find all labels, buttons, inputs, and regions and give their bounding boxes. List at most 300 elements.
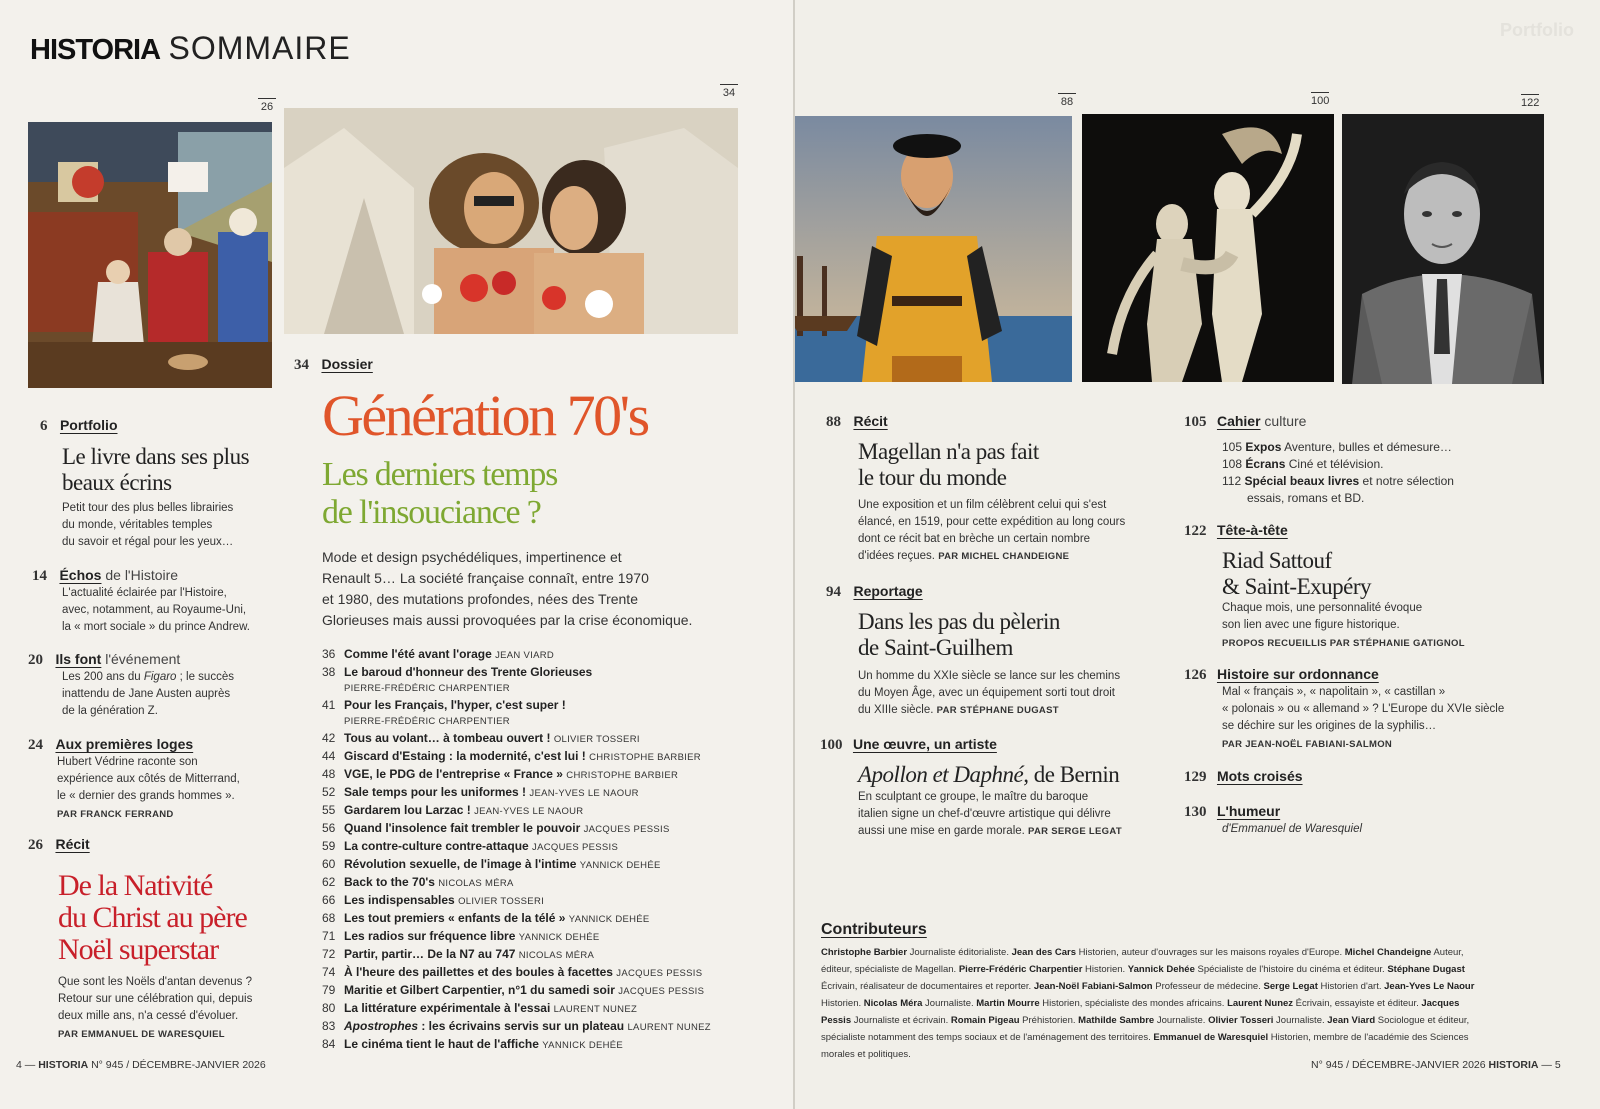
echos-body-line: avec, notamment, au Royaume-Uni, — [62, 604, 247, 616]
recit26-body-line: Que sont les Noëls d'antan devenus ? — [58, 976, 252, 988]
dossier-article-page: 48 — [322, 767, 336, 781]
dossier-article-page: 60 — [322, 857, 336, 871]
contributor-description: Historien d'art. — [1317, 981, 1385, 992]
dossier-article-author: NICOLAS MÉRA — [518, 950, 595, 961]
contributor-description: Historien, auteur d'ouvrages sur les maisons royales d'Europe. — [1076, 947, 1345, 958]
reportage-body-line: du XIIIe siècle. — [858, 704, 934, 716]
seventies-couple-photo[interactable] — [284, 108, 738, 334]
tete-byline: PROPOS RECUEILLIS PAR STÉPHANIE GATIGNOL — [1222, 638, 1465, 649]
footer-left — [16, 1059, 266, 1071]
dossier-subtitle-line: Les derniers temps — [322, 456, 558, 493]
dossier-article-page: 38 — [322, 665, 336, 679]
dossier-article-author: CHRISTOPHE BARBIER — [589, 752, 701, 763]
ilsfont-body-line: inattendu de Jane Austen auprès — [62, 688, 231, 700]
contributor-description: Sociologue et éditeur, — [1375, 1015, 1470, 1026]
dossier-article[interactable] — [322, 748, 762, 766]
ilsfont-body-post: ; le succès — [176, 671, 234, 683]
contributor-name: Laurent Nunez — [1227, 998, 1294, 1009]
tete-title-line: & Saint-Exupéry — [1222, 574, 1371, 599]
contributor-description: Journaliste éditorialiste. — [907, 947, 1012, 958]
reportage-heading[interactable] — [826, 583, 923, 601]
contributeurs-line — [821, 995, 1556, 1012]
portfolio-body-line: Petit tour des plus belles librairies — [62, 502, 234, 514]
magellan-portrait-art — [795, 116, 1072, 382]
cahier-item-number: 108 — [1222, 457, 1243, 471]
dossier-article-page: 42 — [322, 731, 336, 745]
tete-body — [1222, 600, 1465, 652]
echos-page-number: 14 — [32, 568, 47, 584]
dossier-intro — [322, 547, 692, 631]
contributeurs-text — [821, 944, 1556, 1063]
oeuvre-body-line: italien signe un chef-d'œuvre artistique qui délivre — [858, 808, 1111, 820]
cahier-label: Cahier — [1216, 413, 1261, 429]
dossier-article[interactable] — [322, 928, 762, 946]
recit88-byline: PAR MICHEL CHANDEIGNE — [938, 551, 1070, 562]
page-header — [30, 30, 351, 67]
recit26-label: Récit — [55, 836, 90, 852]
contributor-name: Jean Viard — [1327, 1015, 1376, 1026]
recit88-heading[interactable] — [826, 413, 888, 431]
dossier-intro-line: Glorieuses mais aussi provoquées par la crise économique. — [322, 612, 693, 628]
portfolio-title — [62, 444, 249, 496]
portfolio-page-number: 6 — [40, 418, 48, 434]
echos-label: Échos — [59, 567, 102, 583]
recit26-title-line: Noël superstar — [58, 933, 219, 966]
dossier-title: Génération 70's — [322, 383, 648, 448]
page-marker-88: 88 — [1058, 93, 1076, 108]
footer-issue: N° 945 / DÉCEMBRE-JANVIER 2026 — [1311, 1059, 1486, 1071]
cahier-item[interactable] — [1222, 439, 1454, 456]
dossier-article-page: 83 — [322, 1019, 336, 1033]
portfolio-body — [62, 500, 233, 551]
dossier-article-title: Maritie et Gilbert Carpentier, n°1 du samedi soir — [344, 983, 615, 997]
dossier-article-page: 44 — [322, 749, 336, 763]
tete-body-line: son lien avec une figure historique. — [1222, 619, 1400, 631]
footer-right — [1311, 1059, 1561, 1071]
right-page — [795, 0, 1600, 1109]
reportage-title — [858, 609, 1060, 661]
contributor-description: Historien. — [1082, 964, 1128, 975]
ordonnance-byline: PAR JEAN-NOËL FABIANI-SALMON — [1222, 739, 1393, 750]
contributor-name: Olivier Tosseri — [1208, 1015, 1274, 1026]
dossier-article[interactable] — [322, 982, 762, 1000]
corner-watermark: Portfolio — [1500, 20, 1574, 40]
echos-heading[interactable] — [32, 567, 178, 585]
dossier-article-title: Partir, partir… De la N7 au 747 — [344, 947, 516, 961]
dossier-article-author: JACQUES PESSIS — [618, 986, 705, 997]
dossier-article-title: Comme l'été avant l'orage — [344, 647, 492, 661]
ordonnance-heading[interactable] — [1184, 666, 1379, 684]
dossier-article-title: Quand l'insolence fait trembler le pouvoir — [344, 821, 581, 835]
tete-title-line: Riad Sattouf — [1222, 548, 1332, 573]
dossier-article[interactable] — [322, 766, 762, 784]
mots-heading[interactable] — [1184, 768, 1303, 786]
dossier-article-page: 84 — [322, 1037, 336, 1051]
dossier-article-page: 52 — [322, 785, 336, 799]
oeuvre-heading[interactable] — [820, 736, 997, 754]
dossier-article[interactable] — [322, 838, 762, 856]
tete-label: Tête-à-tête — [1216, 522, 1288, 538]
echos-body-line: la « mort sociale » du prince Andrew. — [62, 621, 250, 633]
loges-body-line: le « dernier des grands hommes ». — [57, 790, 235, 802]
contributeurs-line — [821, 961, 1556, 978]
nativity-painting[interactable] — [28, 122, 272, 388]
dossier-article-page: 56 — [322, 821, 336, 835]
left-page — [0, 0, 793, 1109]
dossier-article-page: 68 — [322, 911, 336, 925]
contributeurs-line — [821, 978, 1556, 995]
recit26-title-line: De la Nativité — [58, 869, 213, 902]
echos-body — [62, 585, 250, 636]
dossier-article-title: Le baroud d'honneur des Trente Glorieuses — [344, 665, 593, 679]
loges-page-number: 24 — [28, 737, 43, 753]
echos-body-line: L'actualité éclairée par l'Histoire, — [62, 587, 227, 599]
dossier-article[interactable] — [322, 664, 762, 681]
ordonnance-body — [1222, 684, 1504, 753]
seventies-couple-art — [284, 108, 738, 334]
loges-body — [57, 754, 240, 823]
reportage-page-number: 94 — [826, 584, 841, 600]
dossier-article-title: VGE, le PDG de l'entreprise « France » — [344, 767, 563, 781]
dossier-intro-line: Mode et design psychédéliques, impertinence et — [322, 549, 622, 565]
contributor-description: Auteur, — [1431, 947, 1464, 958]
apollo-daphne-art — [1082, 114, 1334, 382]
page-marker-100: 100 — [1311, 92, 1329, 107]
cahier-item-title: Expos — [1245, 440, 1282, 454]
recit88-page-number: 88 — [826, 414, 841, 430]
recit88-title-line: Magellan n'a pas fait — [858, 439, 1039, 464]
dossier-subtitle-line: de l'insouciance ? — [322, 494, 541, 531]
dossier-article-page: 72 — [322, 947, 336, 961]
contributor-name: Jacques — [1421, 998, 1460, 1009]
dossier-article-title: À l'heure des paillettes et des boules à facettes — [344, 965, 613, 979]
dossier-article[interactable] — [322, 892, 762, 910]
dossier-article-title-italic: Apostrophes — [344, 1019, 419, 1033]
dossier-article-author: JEAN VIARD — [495, 650, 555, 661]
dossier-article-title: La contre-culture contre-attaque — [344, 839, 529, 853]
cahier-item-text: Aventure, bulles et démesure… — [1281, 440, 1452, 454]
cahier-item-number: 105 — [1222, 440, 1243, 454]
recit26-page-number: 26 — [28, 837, 43, 853]
dossier-article-author: YANNICK DEHÉE — [579, 860, 661, 871]
dossier-article-author: JEAN-YVES LE NAOUR — [529, 788, 639, 799]
dossier-article-title: Back to the 70's — [344, 875, 435, 889]
dossier-article-title: Révolution sexuelle, de l'image à l'intime — [344, 857, 577, 871]
portfolio-label: Portfolio — [59, 417, 118, 433]
recit88-title-line: le tour du monde — [858, 465, 1007, 490]
dossier-subtitle — [322, 456, 557, 532]
cahier-list — [1222, 439, 1454, 507]
dossier-article-author: PIERRE-FRÉDÉRIC CHARPENTIER — [344, 683, 510, 694]
contributor-name: Serge Legat — [1263, 981, 1318, 992]
contributor-name: Emmanuel de Waresquiel — [1153, 1032, 1269, 1043]
dossier-article[interactable] — [322, 1036, 762, 1054]
magellan-portrait[interactable] — [795, 116, 1072, 382]
dossier-article-author: YANNICK DEHÉE — [542, 1040, 624, 1051]
oeuvre-label: Une œuvre, un artiste — [852, 736, 997, 752]
recit88-body-line: dont ce récit bat en brèche un certain nombre — [858, 533, 1091, 545]
ordonnance-body-line: Mal « français », « napolitain », « castillan » — [1222, 686, 1446, 698]
dossier-heading[interactable] — [294, 356, 373, 374]
loges-label: Aux premières loges — [55, 736, 194, 752]
page-marker-122: 122 — [1521, 94, 1539, 109]
nativity-painting-art — [28, 122, 272, 388]
ordonnance-page-number: 126 — [1184, 667, 1207, 683]
dossier-intro-line: et 1980, des mutations profondes, nées des Trente — [322, 591, 638, 607]
ordonnance-label: Histoire sur ordonnance — [1216, 666, 1379, 682]
reportage-label: Reportage — [853, 583, 923, 599]
ilsfont-body-italic: Figaro — [143, 671, 177, 683]
ordonnance-body-line: « polonais » ou « allemand » ? L'Europe du XVIe siècle — [1222, 703, 1505, 715]
recit26-body-line: deux mille ans, n'a cessé d'évoluer. — [58, 1010, 239, 1022]
cahier-item[interactable] — [1222, 473, 1454, 490]
dossier-intro-line: Renault 5… La société française connaît, entre 1970 — [322, 570, 649, 586]
dossier-article-author: YANNICK DEHÉE — [518, 932, 600, 943]
dossier-article-title: Giscard d'Estaing : la modernité, c'est lui ! — [344, 749, 586, 763]
dossier-article-title: Tous au volant… à tombeau ouvert ! — [344, 731, 551, 745]
portfolio-body-line: du savoir et régal pour les yeux… — [62, 536, 234, 548]
mots-label: Mots croisés — [1216, 768, 1303, 784]
reportage-body — [858, 668, 1120, 719]
contributor-name: Michel Chandeigne — [1344, 947, 1432, 958]
reportage-body-line: du Moyen Âge, avec un équipement sorti tout droit — [858, 687, 1115, 699]
oeuvre-title — [858, 762, 1119, 788]
dossier-article-page: 80 — [322, 1001, 336, 1015]
dossier-article[interactable] — [322, 1018, 762, 1036]
dossier-article[interactable] — [322, 1000, 762, 1018]
dossier-article[interactable] — [322, 820, 762, 838]
brand-logo: HISTORIA — [30, 34, 161, 66]
ilsfont-page-number: 20 — [28, 652, 43, 668]
oeuvre-title-italic: Apollon et Daphné, — [858, 762, 1029, 787]
cahier-page-number: 105 — [1184, 414, 1207, 430]
cahier-heading[interactable] — [1184, 413, 1306, 431]
footer-issue: N° 945 / DÉCEMBRE-JANVIER 2026 — [91, 1059, 266, 1071]
recit26-heading[interactable] — [28, 836, 90, 854]
ilsfont-body — [62, 669, 234, 720]
recit88-body-line: élancé, en 1519, pour cette expédition au long cours — [858, 516, 1126, 528]
portfolio-title-line: Le livre dans ses plus — [62, 444, 250, 469]
dossier-article-title: La littérature expérimentale à l'essai — [344, 1001, 551, 1015]
oeuvre-page-number: 100 — [820, 737, 843, 753]
dossier-article[interactable] — [322, 802, 762, 820]
tete-title — [1222, 548, 1371, 600]
contributor-name: Martin Mourre — [976, 998, 1040, 1009]
dossier-article-page: 41 — [322, 698, 336, 712]
contributor-name: Nicolas Méra — [863, 998, 923, 1009]
dossier-article-author: CHRISTOPHE BARBIER — [566, 770, 679, 781]
ilsfont-heading[interactable] — [28, 651, 180, 669]
dossier-article[interactable] — [322, 874, 762, 892]
ilsfont-label-rest: l'événement — [101, 651, 181, 667]
contributor-name: Jean des Cars — [1011, 947, 1077, 958]
dossier-article[interactable] — [322, 946, 762, 964]
oeuvre-title-rest: de Bernin — [1028, 762, 1120, 787]
dossier-article-page: 66 — [322, 893, 336, 907]
portfolio-body-line: du monde, véritables temples — [62, 519, 213, 531]
contributor-name: Christophe Barbier — [821, 947, 908, 958]
dossier-article-title: Les radios sur fréquence libre — [344, 929, 516, 943]
dossier-article-title: Pour les Français, l'hyper, c'est super ! — [344, 698, 566, 712]
cahier-item-title: Écrans — [1245, 457, 1286, 471]
ilsfont-label: Ils font — [55, 651, 102, 667]
contributor-description: Historien. — [821, 998, 864, 1009]
dossier-article[interactable] — [322, 697, 762, 714]
dossier-article-author: LAURENT NUNEZ — [553, 1004, 638, 1015]
dossier-label: Dossier — [321, 356, 373, 372]
dossier-article[interactable] — [322, 964, 762, 982]
contributor-name: Mathilde Sambre — [1078, 1015, 1155, 1026]
recit26-title-line: du Christ au père — [58, 901, 247, 934]
dossier-article-page: 74 — [322, 965, 336, 979]
cahier-item-title: Spécial beaux livres — [1244, 474, 1360, 488]
contributor-description: éditeur, spécialiste de Magellan. — [821, 964, 959, 975]
contributeurs-line — [821, 1029, 1556, 1046]
dossier-article-author: JEAN-YVES LE NAOUR — [474, 806, 584, 817]
oeuvre-body-line: En sculptant ce groupe, le maître du baroque — [858, 791, 1089, 803]
mots-page-number: 129 — [1184, 769, 1207, 785]
cahier-item-text: Ciné et télévision. — [1285, 457, 1384, 471]
page-marker-34: 34 — [720, 84, 738, 99]
dossier-article-author: OLIVIER TOSSERI — [458, 896, 545, 907]
recit88-title — [858, 439, 1039, 491]
ilsfont-body-line: de la génération Z. — [62, 705, 158, 717]
dossier-article-author: OLIVIER TOSSERI — [553, 734, 640, 745]
dossier-article[interactable] — [322, 910, 762, 928]
dossier-article-list — [322, 646, 762, 1054]
recit88-body-line: Une exposition et un film célèbrent celui qui s'est — [858, 499, 1107, 511]
contributor-description: Journaliste et écrivain. — [851, 1015, 951, 1026]
saint-exupery-art — [1342, 114, 1544, 384]
recit26-title — [58, 870, 247, 966]
dossier-article[interactable] — [322, 730, 762, 748]
dossier-article-page: 79 — [322, 983, 336, 997]
portfolio-title-line: beaux écrins — [62, 470, 172, 495]
tete-page-number: 122 — [1184, 523, 1207, 539]
contributor-name: Romain Pigeau — [950, 1015, 1020, 1026]
contributor-description: morales et politiques. — [821, 1049, 911, 1060]
contributor-description: Préhistorien. — [1019, 1015, 1079, 1026]
dossier-article-author: JACQUES PESSIS — [583, 824, 670, 835]
dossier-article-page: 36 — [322, 647, 336, 661]
oeuvre-body — [858, 789, 1122, 840]
contributor-name: Jean-Yves Le Naour — [1384, 981, 1475, 992]
tete-heading[interactable] — [1184, 522, 1288, 540]
recit88-body-last — [858, 548, 1125, 565]
dossier-article-author: JACQUES PESSIS — [532, 842, 619, 853]
dossier-article-author: YANNICK DEHÉE — [568, 914, 650, 925]
cahier-item[interactable] — [1222, 456, 1454, 473]
footer-page-number: — 5 — [1541, 1059, 1561, 1071]
dossier-article-author: NICOLAS MÉRA — [438, 878, 514, 889]
contributor-description: Historien, spécialiste des mondes africains. — [1039, 998, 1228, 1009]
dossier-article-title: Sale temps pour les uniformes ! — [344, 785, 527, 799]
contributor-description: Écrivain, essayiste et éditeur. — [1293, 998, 1422, 1009]
humeur-page-number: 130 — [1184, 804, 1207, 820]
recit88-label: Récit — [853, 413, 888, 429]
dossier-article-title: Le cinéma tient le haut de l'affiche — [344, 1037, 539, 1051]
contributor-description: Historien, membre de l'académie des Sciences — [1268, 1032, 1469, 1043]
dossier-article-title: Gardarem lou Larzac ! — [344, 803, 471, 817]
dossier-article-author: JACQUES PESSIS — [616, 968, 703, 979]
dossier-article-author: LAURENT NUNEZ — [627, 1022, 711, 1033]
reportage-byline: PAR STÉPHANE DUGAST — [936, 705, 1059, 716]
contributor-name: Pierre-Frédéric Charpentier — [958, 964, 1083, 975]
cahier-label-rest: culture — [1260, 413, 1307, 429]
dossier-page-number: 34 — [294, 357, 309, 373]
apollo-daphne-sculpture[interactable] — [1082, 114, 1334, 382]
cahier-item-continuation: essais, romans et BD. — [1247, 491, 1365, 505]
contributor-description: spécialiste notamment des temps sociaux et de l'aménagement des territoires. — [821, 1032, 1154, 1043]
contributeurs-title: Contributeurs — [821, 921, 927, 938]
ordonnance-body-line: se déchire sur les origines de la syphilis… — [1222, 720, 1437, 732]
dossier-article[interactable] — [322, 784, 762, 802]
contributor-description: Journaliste. — [1154, 1015, 1209, 1026]
oeuvre-body-last — [858, 823, 1122, 840]
dossier-article-page: 62 — [322, 875, 336, 889]
contributor-name: Yannick Dehée — [1127, 964, 1195, 975]
recit88-body-line: d'idées reçues. — [858, 550, 935, 562]
page-marker-26: 26 — [258, 98, 276, 113]
dossier-article-title: Les indispensables — [344, 893, 455, 907]
cahier-item-number: 112 — [1222, 474, 1242, 488]
reportage-body-last — [858, 702, 1120, 719]
footer-page-number: 4 — — [16, 1059, 36, 1071]
contributeurs-line — [821, 944, 1556, 961]
page-title: SOMMAIRE — [168, 30, 351, 66]
dossier-article-title: Les tout premiers « enfants de la télé » — [344, 911, 566, 925]
dossier-article-author: PIERRE-FRÉDÉRIC CHARPENTIER — [344, 716, 510, 727]
recit88-body — [858, 497, 1125, 565]
echos-label-rest: de l'Histoire — [101, 567, 179, 583]
loges-body-line: Hubert Védrine raconte son — [57, 756, 198, 768]
dossier-article-title: Apostrophes : les écrivains servis sur un plateau — [344, 1019, 625, 1033]
loges-heading[interactable] — [28, 736, 193, 754]
humeur-label: L'humeur — [1216, 803, 1281, 819]
dossier-article-page: 59 — [322, 839, 336, 853]
footer-brand: HISTORIA — [1488, 1059, 1539, 1071]
recit26-byline: PAR EMMANUEL DE WARESQUIEL — [58, 1029, 225, 1040]
tete-body-line: Chaque mois, une personnalité évoque — [1222, 602, 1423, 614]
oeuvre-byline: PAR SERGE LEGAT — [1028, 826, 1122, 837]
contributor-description: Spécialiste de l'histoire du cinéma et éditeur. — [1194, 964, 1388, 975]
oeuvre-body-line: aussi une mise en garde morale. — [858, 825, 1025, 837]
dossier-article[interactable] — [322, 646, 762, 664]
dossier-article-page: 55 — [322, 803, 336, 817]
saint-exupery-photo[interactable] — [1342, 114, 1544, 384]
footer-brand: HISTORIA — [38, 1059, 89, 1071]
humeur-author: d'Emmanuel de Waresquiel — [1222, 823, 1363, 835]
cahier-item-text: et notre sélection — [1359, 474, 1454, 488]
ilsfont-body-pre: Les 200 ans du — [62, 671, 144, 683]
contributor-description: Journaliste. — [1273, 1015, 1328, 1026]
humeur-heading[interactable] — [1184, 803, 1280, 821]
contributor-name: Jean-Noël Fabiani-Salmon — [1033, 981, 1153, 992]
contributor-description: Journaliste. — [922, 998, 977, 1009]
recit26-body-line: Retour sur une célébration qui, depuis — [58, 993, 253, 1005]
contributor-name: Stéphane Dugast — [1387, 964, 1465, 975]
ilsfont-body-line — [62, 669, 234, 686]
contributor-description: Professeur de médecine. — [1152, 981, 1264, 992]
contributor-description: Écrivain, réalisateur de documentaires et reporter. — [821, 981, 1034, 992]
dossier-article[interactable] — [322, 856, 762, 874]
portfolio-heading[interactable] — [40, 417, 118, 435]
reportage-title-line: de Saint-Guilhem — [858, 635, 1013, 660]
dossier-article-page: 71 — [322, 929, 336, 943]
loges-body-line: expérience aux côtés de Mitterrand, — [57, 773, 240, 785]
loges-byline: PAR FRANCK FERRAND — [57, 809, 174, 820]
reportage-title-line: Dans les pas du pèlerin — [858, 609, 1060, 634]
